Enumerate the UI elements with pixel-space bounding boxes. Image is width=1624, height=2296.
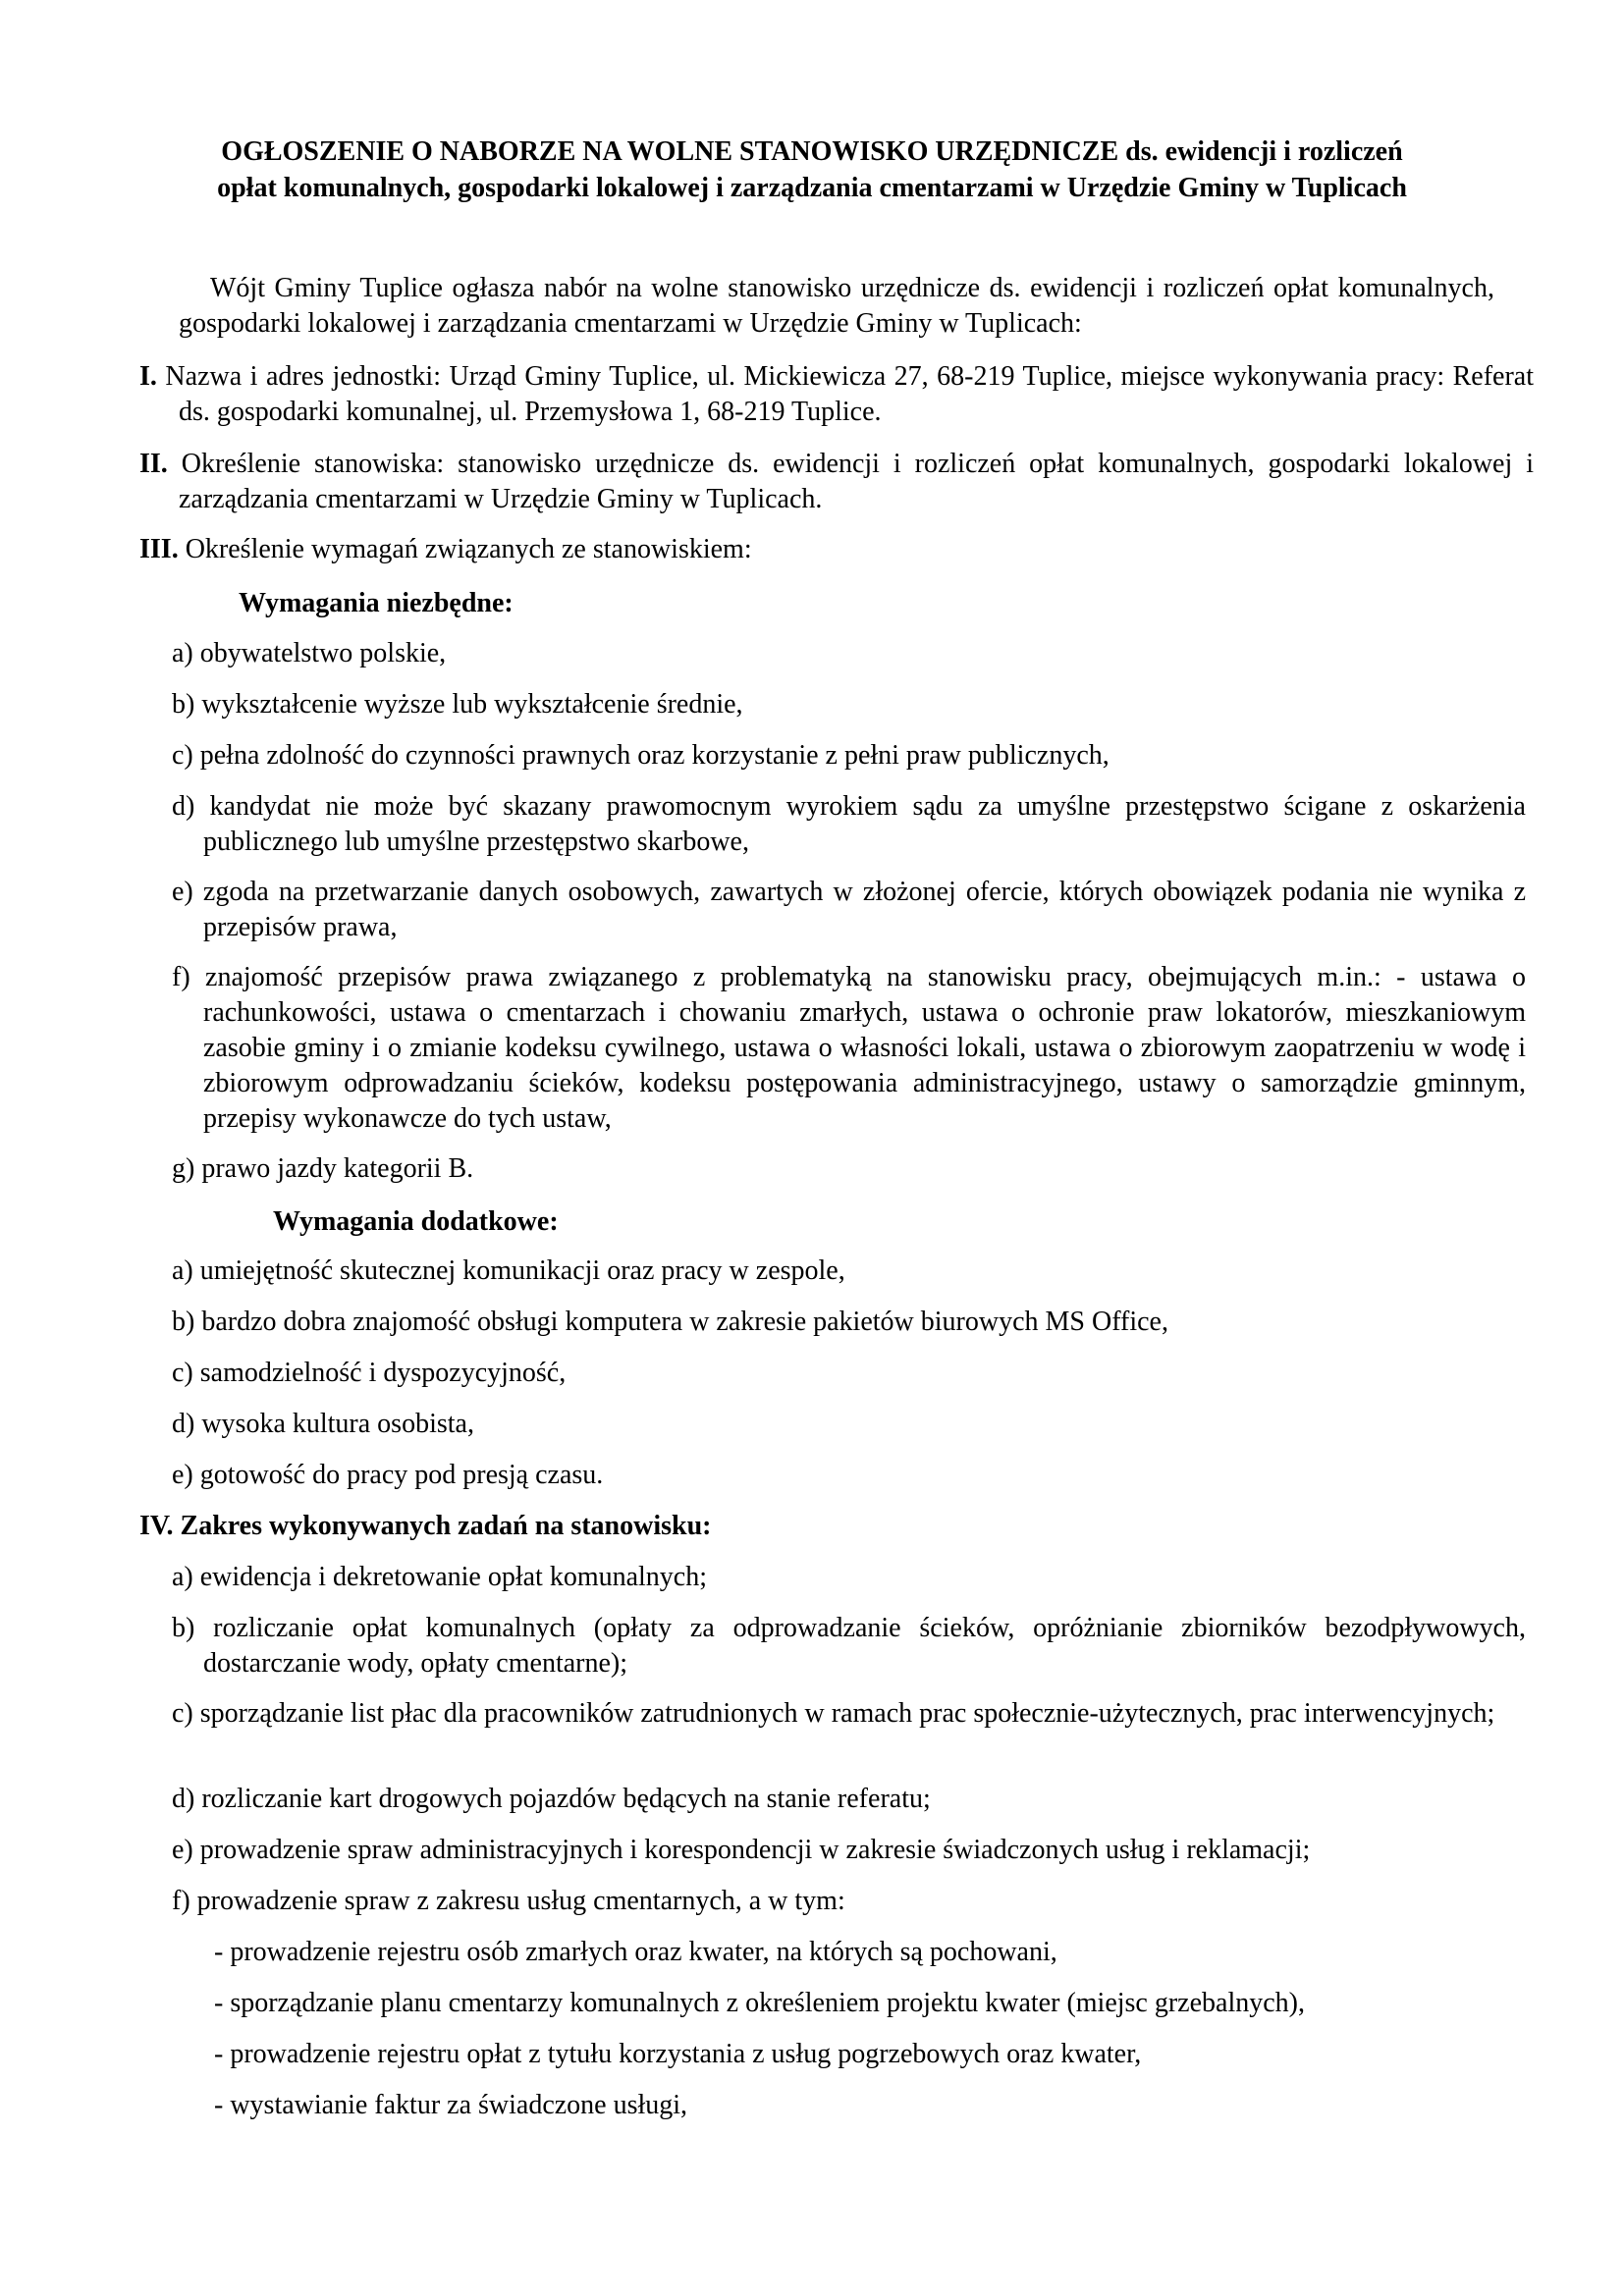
task-item-b: b) rozliczanie opłat komunalnych (opłaty za odprowadzanie ścieków, opróżnianie zbiorników bezodpływowych, dostarczanie wody, opłaty cmentarne); <box>172 1613 1526 1679</box>
required-item-d: d) kandydat nie może być skazany prawomocnym wyrokiem sądu za umyślne przestępstwo ścigane z oskarżenia publicznego lub umyślne przestępstwo skarbowe, <box>172 791 1526 857</box>
required-item-c: c) pełna zdolność do czynności prawnych oraz korzystanie z pełni praw publicznych, <box>172 740 1110 771</box>
required-item-g: g) prawo jazdy kategorii B. <box>172 1153 474 1184</box>
task-subitem-3: - prowadzenie rejestru opłat z tytułu korzystania z usług pogrzebowych oraz kwater, <box>214 2039 1142 2069</box>
intro-paragraph: Wójt Gminy Tuplice ogłasza nabór na wolne stanowisko urzędnicze ds. ewidencji i rozliczeń opłat komunalnych, gospodarki lokalowej i zarządzania cmentarzami w Urzędzie Gminy w Tuplicach: <box>179 273 1494 339</box>
section-3-number: III. <box>139 534 179 564</box>
additional-item-e: e) gotowość do pracy pod presją czasu. <box>172 1460 604 1490</box>
title-line-1: OGŁOSZENIE O NABORZE NA WOLNE STANOWISKO URZĘDNICZE ds. ewidencji i rozliczeń <box>221 136 1403 167</box>
section-4 <box>139 1509 1534 1544</box>
additional-item-c: c) samodzielność i dyspozycyjność, <box>172 1358 567 1388</box>
task-item-d: d) rozliczanie kart drogowych pojazdów będących na stanie referatu; <box>172 1784 931 1814</box>
additional-item-d: d) wysoka kultura osobista, <box>172 1409 474 1439</box>
required-item-a: a) obywatelstwo polskie, <box>172 638 447 668</box>
title-line-2: opłat komunalnych, gospodarki lokalowej i zarządzania cmentarzami w Urzędzie Gminy w Tuplicach <box>217 173 1407 203</box>
section-2 <box>139 447 1534 517</box>
required-item-b: b) wykształcenie wyższe lub wykształcenie średnie, <box>172 689 743 720</box>
task-subitem-2: - sporządzanie planu cmentarzy komunalnych z określeniem projektu kwater (miejsc grzebalnych), <box>214 1988 1305 2018</box>
document-title <box>137 133 1487 206</box>
task-item-c: c) sporządzanie list płac dla pracowników zatrudnionych w ramach prac społecznie-użytecznych, prac interwencyjnych; <box>172 1698 1495 1729</box>
task-subitem-4: - wystawianie faktur za świadczone usługi, <box>214 2090 688 2120</box>
task-item-e: e) prowadzenie spraw administracyjnych i korespondencji w zakresie świadczonych usług i reklamacji; <box>172 1835 1311 1865</box>
additional-item-b: b) bardzo dobra znajomość obsługi komputera w zakresie pakietów biurowych MS Office, <box>172 1307 1168 1337</box>
section-4-number: IV. <box>139 1511 174 1541</box>
required-heading: Wymagania niezbędne: <box>239 588 514 618</box>
section-2-number: II. <box>139 449 168 479</box>
task-item-f: f) prowadzenie spraw z zakresu usług cmentarnych, a w tym: <box>172 1886 845 1916</box>
section-2-text: Określenie stanowiska: stanowisko urzędnicze ds. ewidencji i rozliczeń opłat komunalnych, gospodarki lokalowej i zarządzania cmentarzami w Urzędzie Gminy w Tuplicach. <box>179 449 1534 514</box>
required-item-e: e) zgoda na przetwarzanie danych osobowych, zawartych w złożonej ofercie, których obowiązek podania nie wynika z przepisów prawa, <box>172 877 1526 942</box>
section-1-number: I. <box>139 361 157 392</box>
task-item-a: a) ewidencja i dekretowanie opłat komunalnych; <box>172 1562 708 1592</box>
task-subitem-1: - prowadzenie rejestru osób zmarłych oraz kwater, na których są pochowani, <box>214 1937 1057 1967</box>
section-3 <box>139 532 1534 567</box>
additional-item-a: a) umiejętność skutecznej komunikacji oraz pracy w zespole, <box>172 1255 845 1286</box>
additional-heading: Wymagania dodatkowe: <box>273 1206 559 1237</box>
section-1 <box>139 359 1534 430</box>
required-item-f: f) znajomość przepisów prawa związanego z problematyką na stanowisku pracy, obejmujących m.in.: - ustawa o rachunkowości, ustawa o cmentarzach i chowaniu zmarłych, ustawa o ochronie praw lokatorów, mieszkaniowym zasobie gminy i o zmianie kodeksu cywilnego, ustawa o własności lokali, ustawa o zbiorowym zaopatrzeniu w wodę i zbiorowym odprowadzaniu ścieków, kodeksu postępowania administracyjnego, ustawy o samorządzie gminnym, przepisy wykonawcze do tych ustaw, <box>172 962 1526 1134</box>
section-4-text: Zakres wykonywanych zadań na stanowisku: <box>180 1511 712 1541</box>
section-1-text: Nazwa i adres jednostki: Urząd Gminy Tuplice, ul. Mickiewicza 27, 68-219 Tuplice, miejsce wykonywania pracy: Referat ds. gospodarki komunalnej, ul. Przemysłowa 1, 68-219 Tuplice. <box>165 361 1534 427</box>
section-3-text: Określenie wymagań związanych ze stanowiskiem: <box>185 534 752 564</box>
